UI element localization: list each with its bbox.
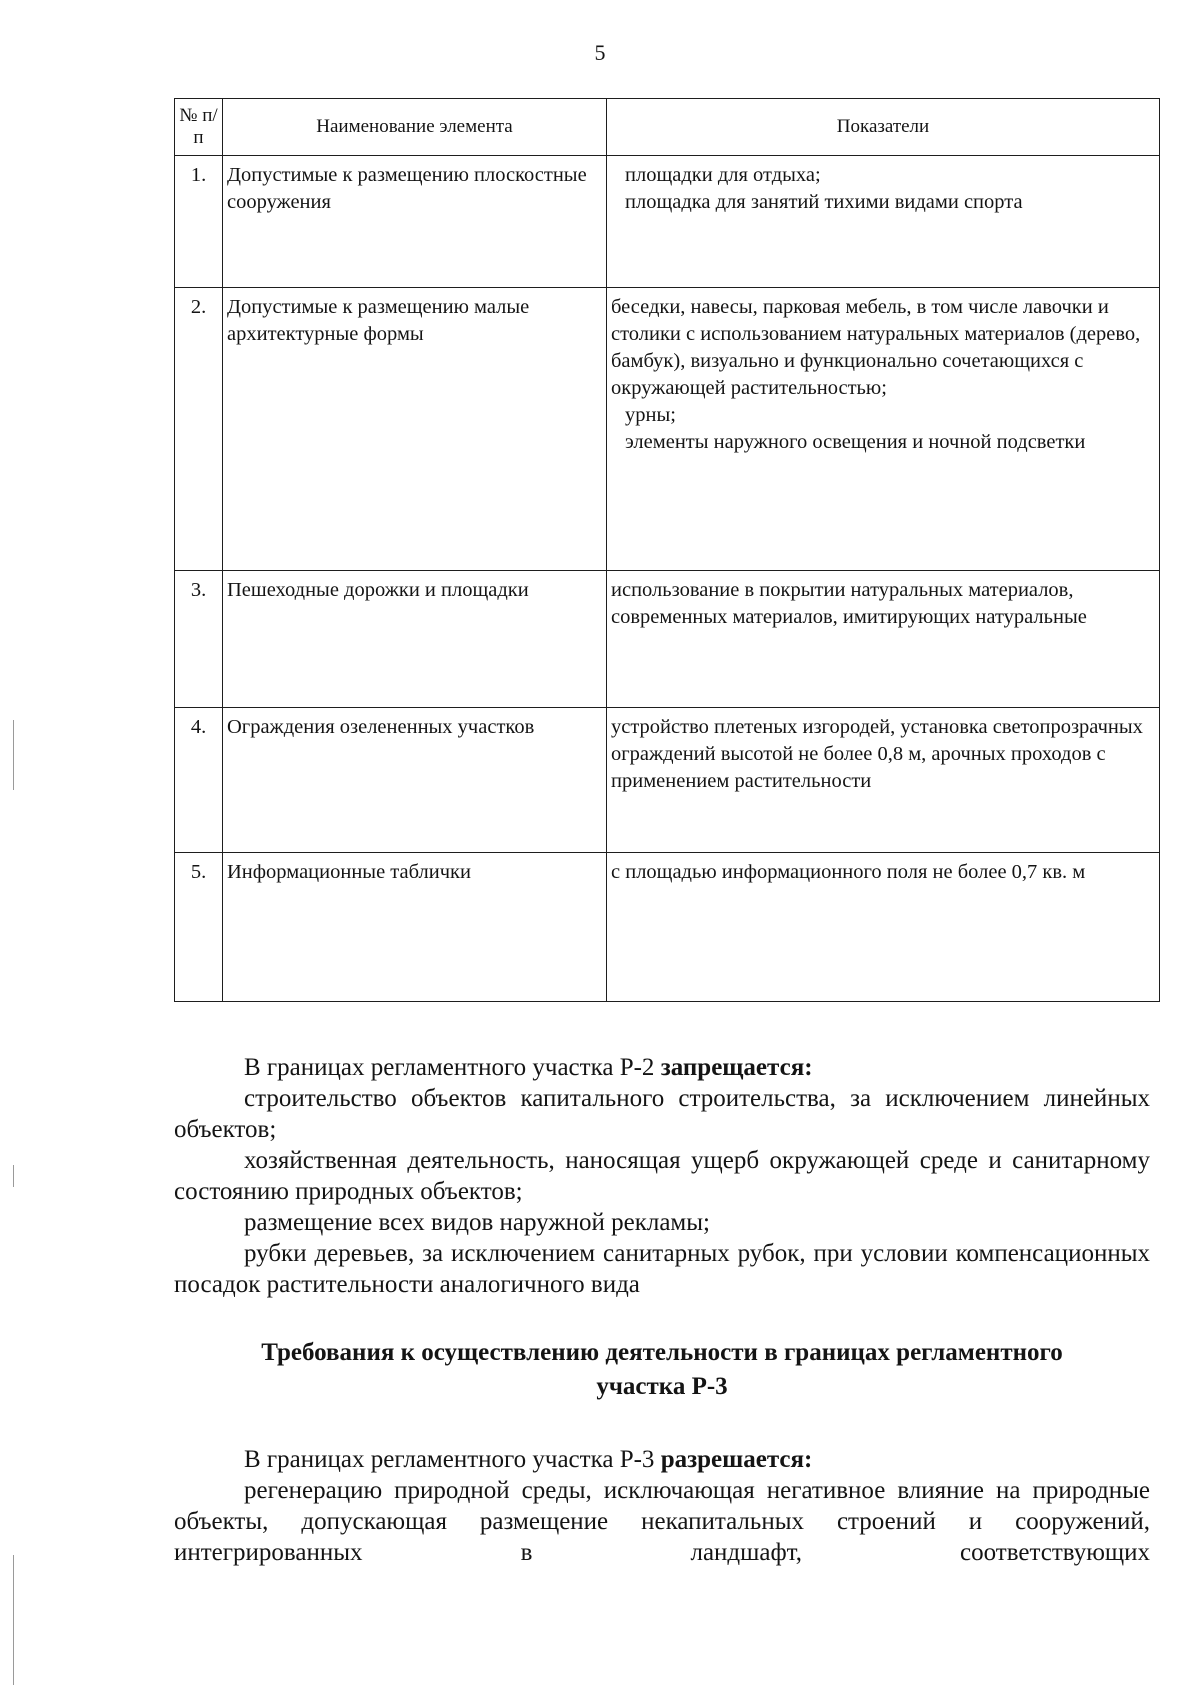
- row-name: Допустимые к размещению плоскостные сооружения: [223, 156, 607, 288]
- row-indicators: [607, 156, 1160, 288]
- p3-intro: [174, 1444, 1150, 1475]
- indicator-line: устройство плетеных изгородей, установка светопрозрачных ограждений высотой не более 0,8 м, арочных проходов с применением растительности: [611, 716, 1143, 792]
- p2-item: строительство объектов капитального строительства, за исключением линейных объектов;: [174, 1085, 1150, 1143]
- table-row: [175, 571, 1160, 708]
- scan-margin-mark: [13, 1165, 14, 1187]
- p2-item: рубки деревьев, за исключением санитарных рубок, при условии компенсационных посадок растительности аналогичного вида: [174, 1240, 1150, 1298]
- page-number: 5: [594, 40, 606, 65]
- p3-item: регенерацию природной среды, исключающая негативное влияние на природные объекты, допускающая размещение некапитальных строений и сооружений, интегрированных в ландшафт, соответствующих: [174, 1477, 1150, 1566]
- indicator-line: площадка для занятий тихими видами спорта: [625, 191, 1023, 213]
- row-indicators: [607, 853, 1160, 1002]
- p2-item: хозяйственная деятельность, наносящая ущерб окружающей среде и санитарному состоянию природных объектов;: [174, 1147, 1150, 1205]
- table-row: [175, 853, 1160, 1002]
- p2-intro-text: В границах регламентного участка Р-2: [244, 1054, 655, 1081]
- row-num: 4.: [175, 708, 223, 853]
- row-name: Допустимые к размещению малые архитектурные формы: [223, 288, 607, 571]
- scan-margin-mark: [13, 1555, 14, 1685]
- table-row: [175, 708, 1160, 853]
- table-row: [175, 156, 1160, 288]
- body-text: [174, 1052, 1150, 1568]
- indicator-line: использование в покрытии натуральных материалов, современных материалов, имитирующих натуральные: [611, 579, 1087, 628]
- section-heading: Требования к осуществлению деятельности в границах регламентного участка Р-3: [261, 1339, 1063, 1400]
- table-row: [175, 288, 1160, 571]
- elements-table: [174, 98, 1160, 1002]
- indicator-line: урны;: [625, 404, 676, 426]
- row-name: Ограждения озелененных участков: [223, 708, 607, 853]
- p2-intro-bold: запрещается:: [660, 1054, 813, 1081]
- row-num: 1.: [175, 156, 223, 288]
- row-indicators: [607, 288, 1160, 571]
- scan-margin-mark: [13, 720, 14, 790]
- header-indicators: Показатели: [607, 99, 1160, 156]
- indicator-line: площадки для отдыха;: [625, 164, 821, 186]
- p3-intro-bold: разрешается:: [660, 1446, 813, 1473]
- indicator-line: элементы наружного освещения и ночной подсветки: [625, 431, 1086, 453]
- row-name: Пешеходные дорожки и площадки: [223, 571, 607, 708]
- p2-intro: [174, 1052, 1150, 1083]
- indicator-line: с площадью информационного поля не более 0,7 кв. м: [611, 861, 1086, 883]
- p2-item: размещение всех видов наружной рекламы;: [244, 1209, 710, 1236]
- row-num: 2.: [175, 288, 223, 571]
- row-name: Информационные таблички: [223, 853, 607, 1002]
- row-num: 5.: [175, 853, 223, 1002]
- row-num: 3.: [175, 571, 223, 708]
- header-num: № п/п: [175, 99, 223, 156]
- row-indicators: [607, 571, 1160, 708]
- table-header-row: [175, 99, 1160, 156]
- header-name: Наименование элемента: [223, 99, 607, 156]
- row-indicators: [607, 708, 1160, 853]
- indicator-line: беседки, навесы, парковая мебель, в том числе лавочки и столики с использованием натуральных материалов (дерево, бамбук), визуально и функционально сочетающихся с окружающей растительностью;: [611, 296, 1141, 399]
- p3-intro-text: В границах регламентного участка Р-3: [244, 1446, 655, 1473]
